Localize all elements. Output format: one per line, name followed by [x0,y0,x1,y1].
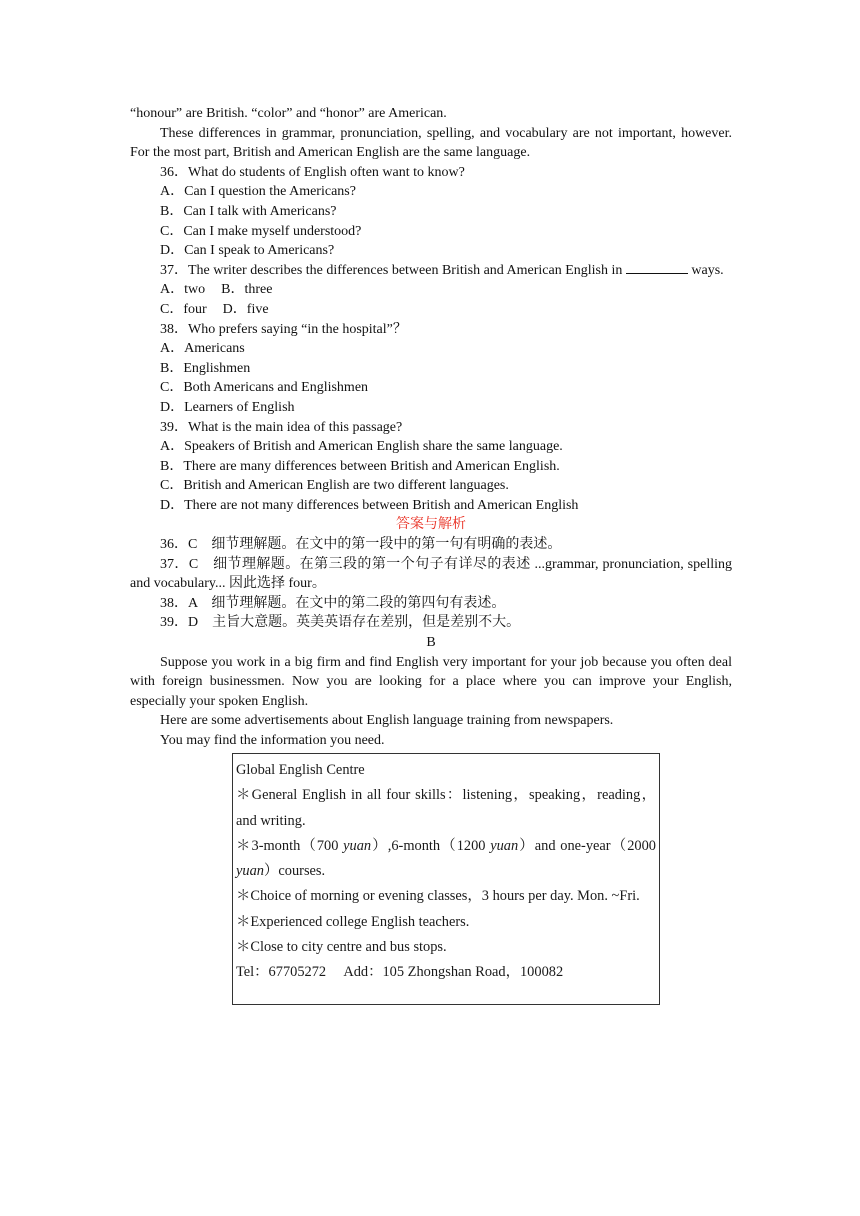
question-36-option-a: A．Can I question the Americans? [160,184,356,200]
ad-currency: yuan [490,837,519,854]
passage-paragraph: These differences in grammar, pronunciation, spelling, and vocabulary are not important, however. For the most part, British and American English are the same language. [130,125,732,161]
ad-currency: yuan [236,863,264,880]
question-36-option-d: D．Can I speak to Americans? [160,243,335,259]
question-39-stem: 39．What is the main idea of this passage? [160,419,403,435]
question-39-option-b: B．There are many differences between British and American English. [160,458,560,474]
question-36-option-b: B．Can I talk with Americans? [160,203,337,219]
question-38-option-a: A．Americans [160,341,245,357]
answers-heading: 答案与解析 [396,517,466,533]
question-37-stem-part1: 37．The writer describes the differences between British and American English in [160,262,626,278]
question-37-options-row2 [130,300,732,320]
question-37-option-c: C．four [160,301,207,317]
question-36-option-c: C．Can I make myself understood? [160,223,362,239]
answer-37: 37．C 细节理解题。在第三段的第一个句子有详尽的表述 ...grammar, pronunciation, spelling and vocabulary... 因此选择 four。 [130,556,732,592]
ad-item: ＊General English in all four skills：listening，speaking，reading，and writing. [236,787,656,829]
question-38-option-d: D．Learners of English [160,399,295,415]
question-38-stem: 38．Who prefers saying “in the hospital”？ [160,321,407,337]
ad-price-text: ）courses. [263,863,326,880]
answer-blank [626,261,688,274]
question-39-option-c: C．British and American English are two different languages. [160,478,509,494]
question-37-options-row1 [130,280,732,300]
question-37-option-b: B．three [221,282,273,298]
ad-price-text: ）and one-year（2000 [518,837,656,854]
ad-price-text: ）,6-month（1200 [371,837,491,854]
ad-item: ＊Experienced college English teachers. [236,913,470,930]
answer-39: 39．D 主旨大意题。英美英语存在差别，但是差别不大。 [160,615,521,631]
ad-price-text: ＊3-month（700 [236,837,344,854]
question-38-option-b: B．Englishmen [160,360,251,376]
section-b-paragraph: Here are some advertisements about English language training from newspapers. [160,713,614,729]
passage-line: “honour” are British. “color” and “honor” are American. [130,106,447,121]
advertisement-box [232,753,660,1005]
question-38-option-c: C．Both Americans and Englishmen [160,380,369,396]
ad-contact: Tel：67705272 Add：105 Zhongshan Road，100082 [236,964,564,981]
question-36-stem: 36．What do students of English often want to know? [160,164,465,180]
document-page [130,104,732,751]
ad-item: ＊Close to city centre and bus stops. [236,939,447,956]
answer-38: 38．A 细节理解题。在文中的第二段的第四句有表述。 [160,595,506,611]
question-37-option-a: A．two [160,282,206,298]
question-37-stem-part2: ways. [687,262,724,278]
question-37-stem [130,261,732,281]
question-39-option-d: D．There are not many differences between British and American English [160,497,579,513]
ad-item: ＊Choice of morning or evening classes，3 hours per day. Mon. ~Fri. [236,888,640,905]
section-b-paragraph: You may find the information you need. [160,733,385,748]
question-39-option-a: A．Speakers of British and American English share the same language. [160,439,563,455]
ad-item-prices [236,834,656,885]
question-37-option-d: D．five [222,301,269,317]
answer-36: 36．C 细节理解题。在文中的第一段中的第一句有明确的表述。 [160,537,562,553]
section-b-label: B [426,635,436,651]
ad-currency: yuan [343,837,372,854]
ad-title: Global English Centre [236,762,365,778]
section-b-paragraph: Suppose you work in a big firm and find English very important for your job because you often deal with foreign businessmen. Now you are looking for a place where you can improve your English, especially your spoken English. [130,654,732,709]
